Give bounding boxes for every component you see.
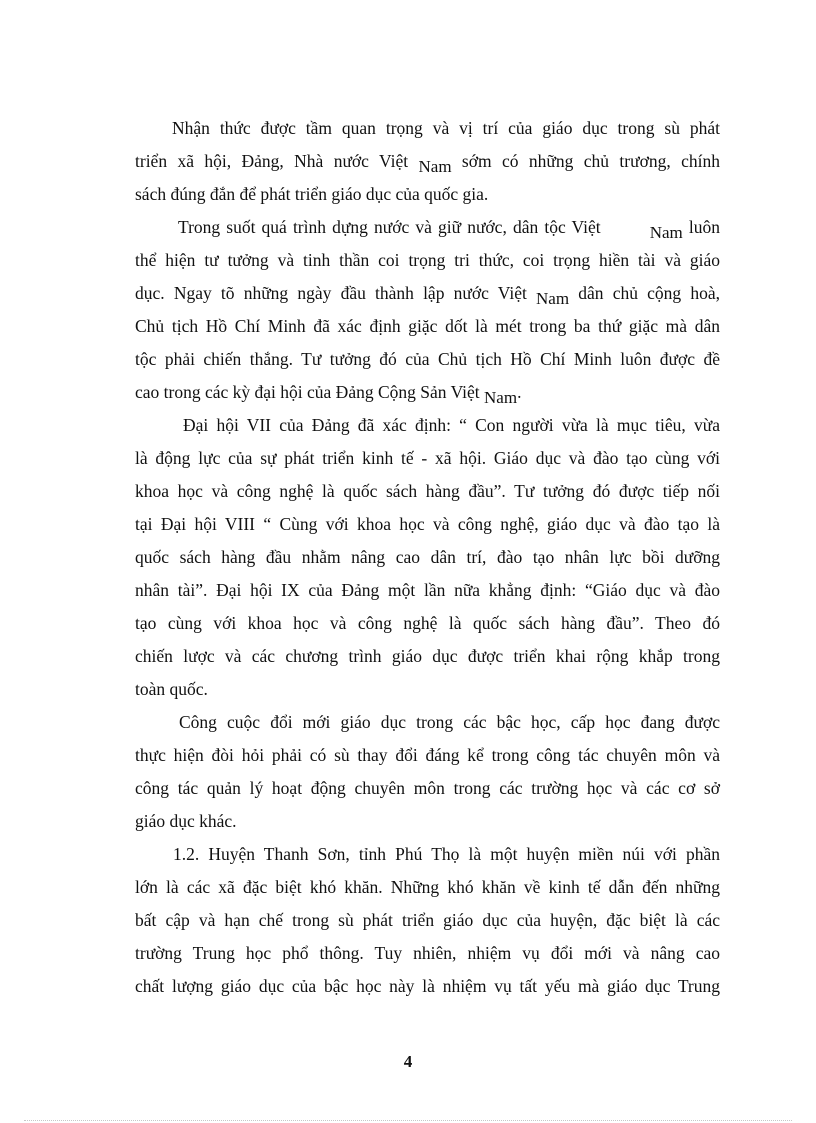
paragraph-3 — [135, 409, 720, 706]
text-line: công tác quản lý hoạt động chuyên môn trong các trường học và các cơ sở — [135, 778, 720, 798]
text-line: bất cập và hạn chế trong sù phát triển giáo dục của huyện, đặc biệt là các — [135, 910, 720, 930]
text-line: Chủ tịch Hồ Chí Minh đã xác định giặc dốt là mét trong ba thứ giặc mà dân — [135, 316, 720, 336]
text-line: Công cuộc đổi mới giáo dục trong các bậc học, cấp học đang được — [179, 712, 720, 732]
paragraph-5 — [135, 838, 720, 1003]
text-line: chất lượng giáo dục của bậc học này là nhiệm vụ tất yếu mà giáo dục Trung — [135, 976, 720, 996]
text-run: cao trong các kỳ đại hội của Đảng Cộng Sản Việt — [135, 382, 485, 402]
text-run: luôn — [682, 217, 720, 237]
text-line: 1.2. Huyện Thanh Sơn, tỉnh Phú Thọ là một huyện miền núi với phần — [173, 844, 720, 864]
text-line: giáo dục khác. — [135, 811, 237, 831]
text-line: tạo cùng với khoa học và công nghệ là quốc sách hàng đầu”. Theo đó — [135, 613, 720, 633]
text-line: tộc phải chiến thắng. Tư tưởng đó của Chủ tịch Hồ Chí Minh luôn được đề — [135, 349, 720, 369]
text-line: chiến lược và các chương trình giáo dục được triển khai rộng khắp trong — [135, 646, 720, 666]
text-run: triển xã hội, Đảng, Nhà nước Việt — [135, 151, 419, 171]
body-text — [135, 112, 720, 1003]
paragraph-2 — [135, 211, 720, 409]
text-line: Nhận thức được tầm quan trọng và vị trí của giáo dục trong sù phát — [172, 118, 720, 138]
text-run: . — [517, 382, 522, 402]
text-line: toàn quốc. — [135, 679, 208, 699]
text-line: sách đúng đắn để phát triển giáo dục của quốc gia. — [135, 184, 489, 204]
subscript-word: Nam — [649, 223, 683, 242]
paragraph-4 — [135, 706, 720, 838]
text-line: tại Đại hội VIII “ Cùng với khoa học và công nghệ, giáo dục và đào tạo là — [135, 514, 720, 534]
text-line: quốc sách hàng đầu nhằm nâng cao dân trí, đào tạo nhân lực bồi dưỡng — [135, 547, 720, 567]
text-line: lớn là các xã đặc biệt khó khăn. Những khó khăn về kinh tế dẫn đến những — [135, 877, 720, 897]
text-line — [135, 376, 720, 409]
subscript-word: Nam — [484, 388, 518, 407]
text-line — [135, 145, 720, 178]
text-line: thể hiện tư tưởng và tinh thần coi trọng tri thức, coi trọng hiền tài và giáo — [135, 250, 720, 270]
paragraph-1 — [135, 112, 720, 211]
text-line: trường Trung học phổ thông. Tuy nhiên, nhiệm vụ đổi mới và nâng cao — [135, 943, 720, 963]
text-line: Đại hội VII của Đảng đã xác định: “ Con người vừa là mục tiêu, vừa — [183, 415, 720, 435]
text-line: nhân tài”. Đại hội IX của Đảng một lần nữa khẳng định: “Giáo dục và đào — [135, 580, 720, 600]
text-run: dân chủ cộng hoà, — [569, 283, 720, 303]
page-bottom-divider — [24, 1120, 792, 1121]
text-line — [135, 211, 720, 244]
text-line: thực hiện đòi hỏi phải có sù thay đổi đáng kể trong công tác chuyên môn và — [135, 745, 720, 765]
page-number: 4 — [403, 1052, 413, 1071]
text-run: Trong suốt quá trình dựng nước và giữ nước, dân tộc Việt — [178, 217, 607, 237]
text-line — [135, 277, 720, 310]
subscript-word: Nam — [418, 157, 452, 176]
subscript-word: Nam — [536, 289, 570, 308]
text-run: dục. Ngay tõ những ngày đầu thành lập nước Việt — [135, 283, 537, 303]
text-line: là động lực của sự phát triển kinh tế - xã hội. Giáo dục và đào tạo cùng với — [135, 448, 720, 468]
text-line: khoa học và công nghệ là quốc sách hàng đầu”. Tư tưởng đó được tiếp nối — [135, 481, 720, 501]
text-run: sớm có những chủ trương, chính — [451, 151, 720, 171]
